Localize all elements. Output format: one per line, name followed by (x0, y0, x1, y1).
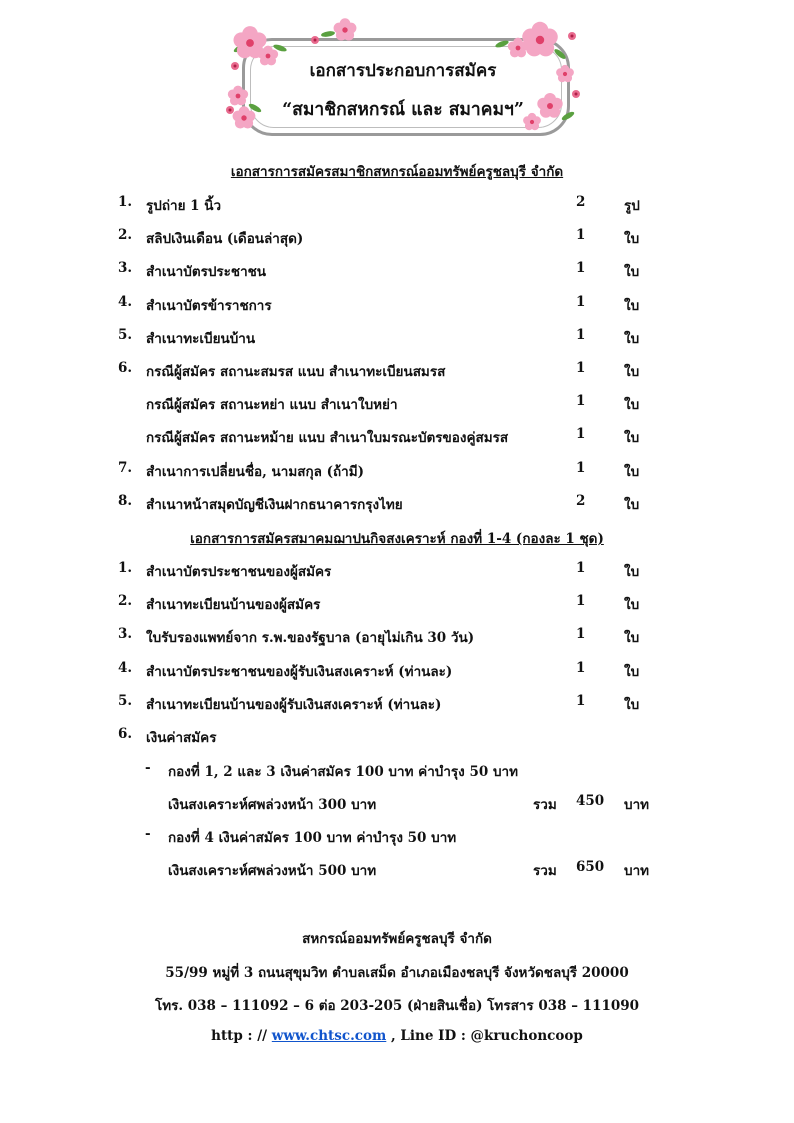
item-number: 2. (118, 593, 133, 610)
fee-total-label: รวม (533, 797, 557, 813)
fee-line1: กองที่ 4 เงินค่าสมัคร 100 บาท ค่าบำรุง 50 บาท (168, 830, 457, 846)
item-quantity: 1 (576, 593, 586, 610)
fee-total-label: รวม (533, 863, 557, 879)
list-item (0, 327, 794, 347)
list-item (0, 360, 794, 380)
item-number: 5. (118, 692, 133, 709)
item-text: สำเนาทะเบียนบ้าน (146, 330, 256, 347)
fee-dash: - (145, 826, 151, 842)
item-number: 7. (118, 459, 133, 476)
fee-line2: เงินสงเคราะห์ศพล่วงหน้า 300 บาท (168, 797, 377, 813)
page-title: เอกสารประกอบการสมัคร (309, 61, 497, 81)
list-item (0, 194, 794, 214)
item-text: กรณีผู้สมัคร สถานะหม้าย แนบ สำเนาใบมรณะบัตรของคู่สมรส (146, 430, 509, 447)
fee-total: 650 (576, 859, 605, 875)
list-item (0, 593, 794, 613)
web-prefix: http : // (211, 1028, 272, 1044)
list-item (0, 227, 794, 247)
item-quantity: 1 (576, 360, 586, 376)
fee-total: 450 (576, 793, 605, 809)
footer-web (0, 1028, 794, 1044)
item-number: 4. (118, 659, 133, 676)
footer-phone: โทร. 038 – 111092 – 6 ต่อ 203-205 (ฝ่ายสินเชื่อ) โทรสาร 038 – 111090 (154, 998, 640, 1014)
item-text: สำเนาบัตรประชาชนของผู้รับเงินสงเคราะห์ (ท่านละ) (146, 663, 453, 680)
list-item (0, 560, 794, 580)
item-unit: ใบ (624, 564, 640, 580)
item-number: 6. (118, 360, 133, 376)
item-text: สำเนาทะเบียนบ้านของผู้รับเงินสงเคราะห์ (ท่านละ) (146, 696, 442, 713)
fee-dash: - (145, 760, 151, 776)
item-quantity: 1 (576, 227, 586, 244)
item-unit: ใบ (624, 430, 640, 447)
list-item (0, 726, 794, 746)
item-quantity: 1 (576, 293, 586, 310)
list-item (0, 626, 794, 646)
footer-organization: สหกรณ์ออมทรัพย์ครูชลบุรี จำกัด (302, 931, 492, 947)
website-link[interactable]: www.chtsc.com (271, 1028, 387, 1044)
footer-address: 55/99 หมู่ที่ 3 ถนนสุขุมวิท ตำบลเสม็ด อำเภอเมืองชลบุรี จังหวัดชลบุรี 20000 (165, 965, 629, 981)
item-quantity: 1 (576, 560, 586, 576)
item-quantity: 1 (576, 426, 586, 443)
item-unit: ใบ (624, 496, 640, 513)
item-number: 1. (118, 194, 133, 210)
item-text: สำเนาการเปลี่ยนชื่อ, นามสกุล (ถ้ามี) (146, 463, 365, 480)
item-unit: ใบ (624, 696, 640, 713)
item-quantity: 2 (576, 492, 586, 509)
item-quantity: 1 (576, 459, 586, 476)
item-text: สลิปเงินเดือน (เดือนล่าสุด) (146, 231, 304, 248)
item-unit: ใบ (624, 264, 640, 281)
item-unit: ใบ (624, 597, 640, 614)
item-text: สำเนาหน้าสมุดบัญชีเงินฝากธนาคารกรุงไทย (146, 496, 403, 513)
item-unit: ใบ (624, 330, 640, 347)
list-item (0, 493, 794, 513)
item-unit: ใบ (624, 463, 640, 480)
list-item (0, 294, 794, 314)
item-quantity: 1 (576, 326, 586, 343)
item-text: กรณีผู้สมัคร สถานะสมรส แนบ สำเนาทะเบียนสมรส (146, 364, 446, 380)
line-id: , Line ID : @kruchoncoop (386, 1028, 583, 1044)
item-quantity: 1 (576, 626, 586, 643)
item-unit: รูป (624, 198, 640, 214)
list-item (0, 426, 794, 446)
fee-item-total (0, 793, 794, 813)
item-unit: ใบ (624, 630, 640, 647)
fee-unit: บาท (624, 797, 650, 813)
fee-item (0, 826, 794, 846)
list-item (0, 260, 794, 280)
item-number: 5. (118, 326, 133, 343)
list-item (0, 660, 794, 680)
fee-item-total (0, 859, 794, 879)
item-quantity: 2 (576, 194, 586, 210)
item-number: 3. (118, 626, 133, 643)
item-text: ใบรับรองแพทย์จาก ร.พ.ของรัฐบาล (อายุไม่เกิน 30 วัน) (146, 630, 475, 647)
item-number: 3. (118, 260, 133, 277)
item-unit: ใบ (624, 397, 640, 414)
item-text: สำเนาทะเบียนบ้านของผู้สมัคร (146, 597, 321, 614)
fee-unit: บาท (624, 863, 650, 879)
fee-line1: กองที่ 1, 2 และ 3 เงินค่าสมัคร 100 บาท ค่าบำรุง 50 บาท (168, 764, 519, 780)
item-unit: ใบ (624, 663, 640, 680)
item-number: 2. (118, 227, 133, 244)
item-number: 1. (118, 560, 133, 576)
item-text: รูปถ่าย 1 นิ้ว (146, 198, 222, 214)
item-quantity: 1 (576, 692, 586, 709)
item-text: กรณีผู้สมัคร สถานะหย่า แนบ สำเนาใบหย่า (146, 397, 398, 414)
item-quantity: 1 (576, 659, 586, 676)
list-item (0, 393, 794, 413)
item-number: 8. (118, 492, 133, 509)
page-subtitle: “สมาชิกสหกรณ์ และ สมาคมฯ” (282, 100, 524, 120)
list-item (0, 693, 794, 713)
section-heading-cooperative: เอกสารการสมัครสมาชิกสหกรณ์ออมทรัพย์ครูชลบุรี จำกัด (230, 164, 564, 180)
item-text: สำเนาบัตรประชาชน (146, 264, 267, 281)
item-text: เงินค่าสมัคร (146, 730, 217, 746)
item-number: 6. (118, 726, 133, 742)
item-quantity: 1 (576, 260, 586, 277)
item-unit: ใบ (624, 231, 640, 248)
list-item (0, 460, 794, 480)
section-heading-association: เอกสารการสมัครสมาคมฌาปนกิจสงเคราะห์ กองที่ 1-4 (กองละ 1 ชุด) (190, 531, 604, 547)
item-unit: ใบ (624, 297, 640, 314)
item-text: สำเนาบัตรประชาชนของผู้สมัคร (146, 564, 332, 580)
fee-item (0, 760, 794, 780)
item-quantity: 1 (576, 393, 586, 410)
fee-line2: เงินสงเคราะห์ศพล่วงหน้า 500 บาท (168, 863, 377, 879)
item-number: 4. (118, 293, 133, 310)
item-unit: ใบ (624, 364, 640, 380)
item-text: สำเนาบัตรข้าราชการ (146, 297, 272, 314)
